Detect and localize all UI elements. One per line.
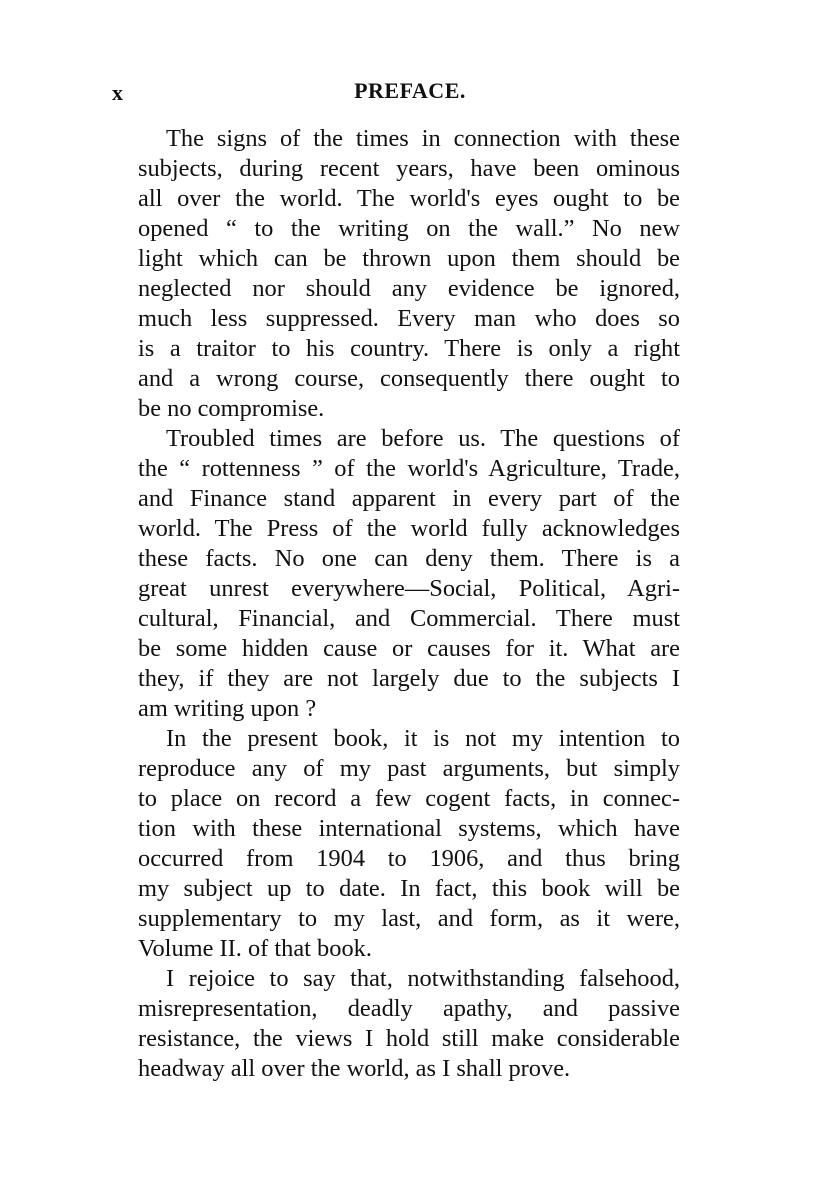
text-line: neglected nor should any evidence be ignored, [138, 275, 680, 302]
running-title: PREFACE. [354, 78, 466, 103]
text-line: misrepresentation, deadly apathy, and passive [138, 995, 680, 1022]
text-line: tion with these international systems, which have [138, 815, 680, 842]
text-line: and Finance stand apparent in every part of the [138, 485, 680, 512]
text-line: is a traitor to his country. There is only a right [138, 335, 680, 362]
text-line: be no compromise. [138, 395, 325, 422]
text-line: supplementary to my last, and form, as it were, [138, 905, 680, 932]
text-line: Volume II. of that book. [138, 935, 372, 962]
text-line: my subject up to date. In fact, this book will be [138, 875, 680, 902]
text-line: Troubled times are before us. The questions of [166, 425, 680, 452]
text-line: light which can be thrown upon them should be [138, 245, 680, 272]
text-line: The signs of the times in connection with these [166, 125, 680, 152]
text-line: great unrest everywhere—Social, Political, Agri- [138, 575, 680, 602]
text-line: opened “ to the writing on the wall.” No new [138, 215, 680, 242]
text-line: headway all over the world, as I shall prove. [138, 1055, 571, 1082]
text-line: they, if they are not largely due to the subjects I [138, 665, 680, 692]
paragraph-1 [110, 124, 680, 424]
text-line: be some hidden cause or causes for it. What are [138, 635, 680, 662]
running-head [110, 76, 680, 110]
paragraph-2 [110, 424, 680, 724]
text-line: and a wrong course, consequently there ought to [138, 365, 680, 392]
page-number: x [112, 80, 123, 105]
text-line: world. The Press of the world fully acknowledges [138, 515, 680, 542]
paragraph-4 [110, 964, 680, 1084]
text-line: resistance, the views I hold still make considerable [138, 1025, 680, 1052]
text-line: subjects, during recent years, have been ominous [138, 155, 680, 182]
text-line: occurred from 1904 to 1906, and thus bring [138, 845, 680, 872]
body-text [110, 124, 680, 1084]
text-line: I rejoice to say that, notwithstanding falsehood, [166, 965, 680, 992]
text-line: cultural, Financial, and Commercial. There must [138, 605, 680, 632]
text-line: to place on record a few cogent facts, in connec- [138, 785, 680, 812]
text-line: the “ rottenness ” of the world's Agriculture, Trade, [138, 455, 680, 482]
text-line: am writing upon ? [138, 695, 317, 722]
paragraph-3 [110, 724, 680, 964]
text-line: these facts. No one can deny them. There is a [138, 545, 680, 572]
text-line: much less suppressed. Every man who does so [138, 305, 680, 332]
text-line: In the present book, it is not my intention to [166, 725, 680, 752]
text-line: reproduce any of my past arguments, but simply [138, 755, 680, 782]
text-line: all over the world. The world's eyes ought to be [138, 185, 680, 212]
